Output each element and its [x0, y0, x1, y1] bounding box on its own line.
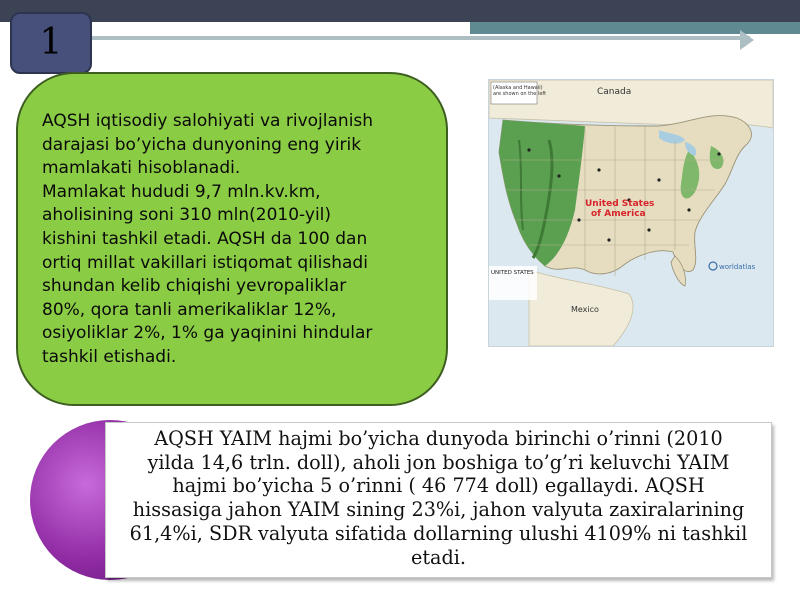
- usa-map-graphic: [489, 80, 773, 346]
- map-brand-label: worldatlas: [719, 263, 756, 271]
- top-thin-line: [90, 36, 750, 40]
- map-label-us-inset: UNITED STATES: [491, 270, 534, 276]
- info-text-box: [16, 72, 448, 406]
- info-text: AQSH iqtisodiy salohiyati va rivojlanish darajasi bo’yicha dunyoning eng yirik mamlakati hisoblanadi. Mamlakat hududi 9,7 mln.kv.km, aholisining soni 310 mln(2010-yil) kishini tashkil etadi. AQSH da 100 dan ortiq millat vakillari istiqomat qilishadi shundan kelib chiqishi yevropaliklar 80%, qora tanli amerikaliklar 12%, osiyoliklar 2%, 1% ga yaqinini hindular tashkil etishadi.: [42, 111, 374, 367]
- slide-number-badge: [10, 12, 92, 74]
- map-label-mexico: Mexico: [571, 305, 599, 314]
- map-label-country-line1: United States: [585, 199, 655, 209]
- gdp-text: AQSH YAIM hajmi bo’yicha dunyoda birinchi o’rinni (2010 yilda 14,6 trln. doll), aholi jon boshiga to’g’ri keluvchi YAIM hajmi bo’yicha 5 o’rinni ( 46 774 doll) egallaydi. AQSH hissasiga jahon YAIM sining 23%i, jahon valyuta zaxiralarining 61,4%i, SDR valyuta sifatida dollarning ulushi 4109% ni tashkil etadi.: [129, 427, 748, 569]
- top-decorative-bar: [0, 0, 800, 22]
- gdp-text-box: [105, 422, 772, 578]
- map-label-country-line2: of America: [591, 209, 646, 219]
- usa-map-image: [488, 79, 774, 347]
- map-label-canada: Canada: [597, 87, 632, 97]
- map-inset-label: (Alaska and Hawaii) are shown on the left: [493, 85, 547, 97]
- top-arrow-decoration: [740, 30, 754, 50]
- slide-number: 1: [39, 22, 63, 63]
